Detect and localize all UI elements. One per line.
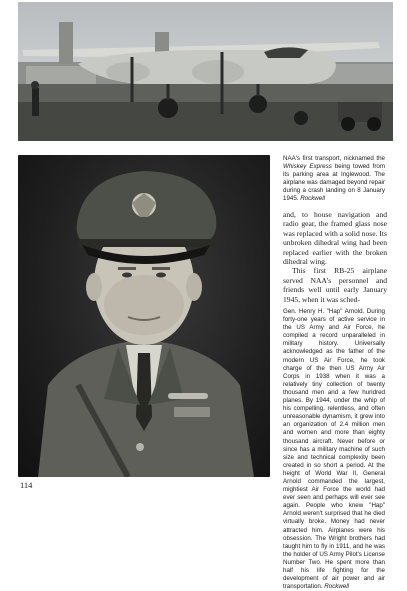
general-arnold-portrait-photo: [18, 155, 270, 477]
caption-text: NAA's first transport, nicknamed the: [283, 155, 385, 162]
photo-credit: Rockwell: [324, 583, 350, 591]
body-paragraph: and, to house navigation and radio gear, the framed glass nose was replaced with a solid nose. Its unbroken dihedral wing had been replaced earlier with the broken dihedral wing.: [283, 210, 387, 267]
caption-text: Gen. Henry H. "Hap" Arnold. During forty-one years of active service in the US Army and Air Force, he compiled a record unparalleled in military history. Universally acknowledged as the father of the modern US Air Force, he took charge of the then US Army Air Corps in 1938 when it was a relatively tiny collection of twenty thousand men and a few hundred planes. By 1944, under the whip of his compelling, relentless, and often unreasonable dynamism, it grew into an organization of 2.4 million men and women and more than eighty thousand aircraft. Never before or since has a military machine of such size and technical complexity been created in so short a period. At the height of World War II, General Arnold commanded the largest, mightiest Air Force the world had ever seen and perhaps will ever see again. People who knew "Hap" Arnold weren't surprised that he died virtually broke. Money had never attracted him. Airplanes were his obsession. The Wright brothers had taught him to fly in 1911, and he was the holder of US Army Pilot's License Number Two. He spent more than half his life fighting for the development of air power and air transportation.: [283, 308, 385, 591]
photo-credit: Rockwell: [300, 195, 325, 203]
body-text: [283, 210, 387, 304]
airplane-illustration: [18, 2, 393, 141]
body-paragraph: This first RB-25 airplane served NAA's personnel and friends well until early January 1945, when it was sched-: [283, 266, 387, 304]
arnold-photo-caption: [283, 308, 385, 591]
portrait-illustration: [18, 155, 270, 477]
caption-italic-name: Whiskey Express: [283, 163, 332, 171]
caption-text-continued: being towed from its parking area at Inglewood. The airplane was damaged beyond repair during a crash landing on 8 January 1945.: [283, 163, 385, 203]
page-number: 114: [20, 480, 33, 490]
plane-photo-caption: [283, 155, 385, 204]
transport-airplane-photo: [18, 2, 393, 141]
